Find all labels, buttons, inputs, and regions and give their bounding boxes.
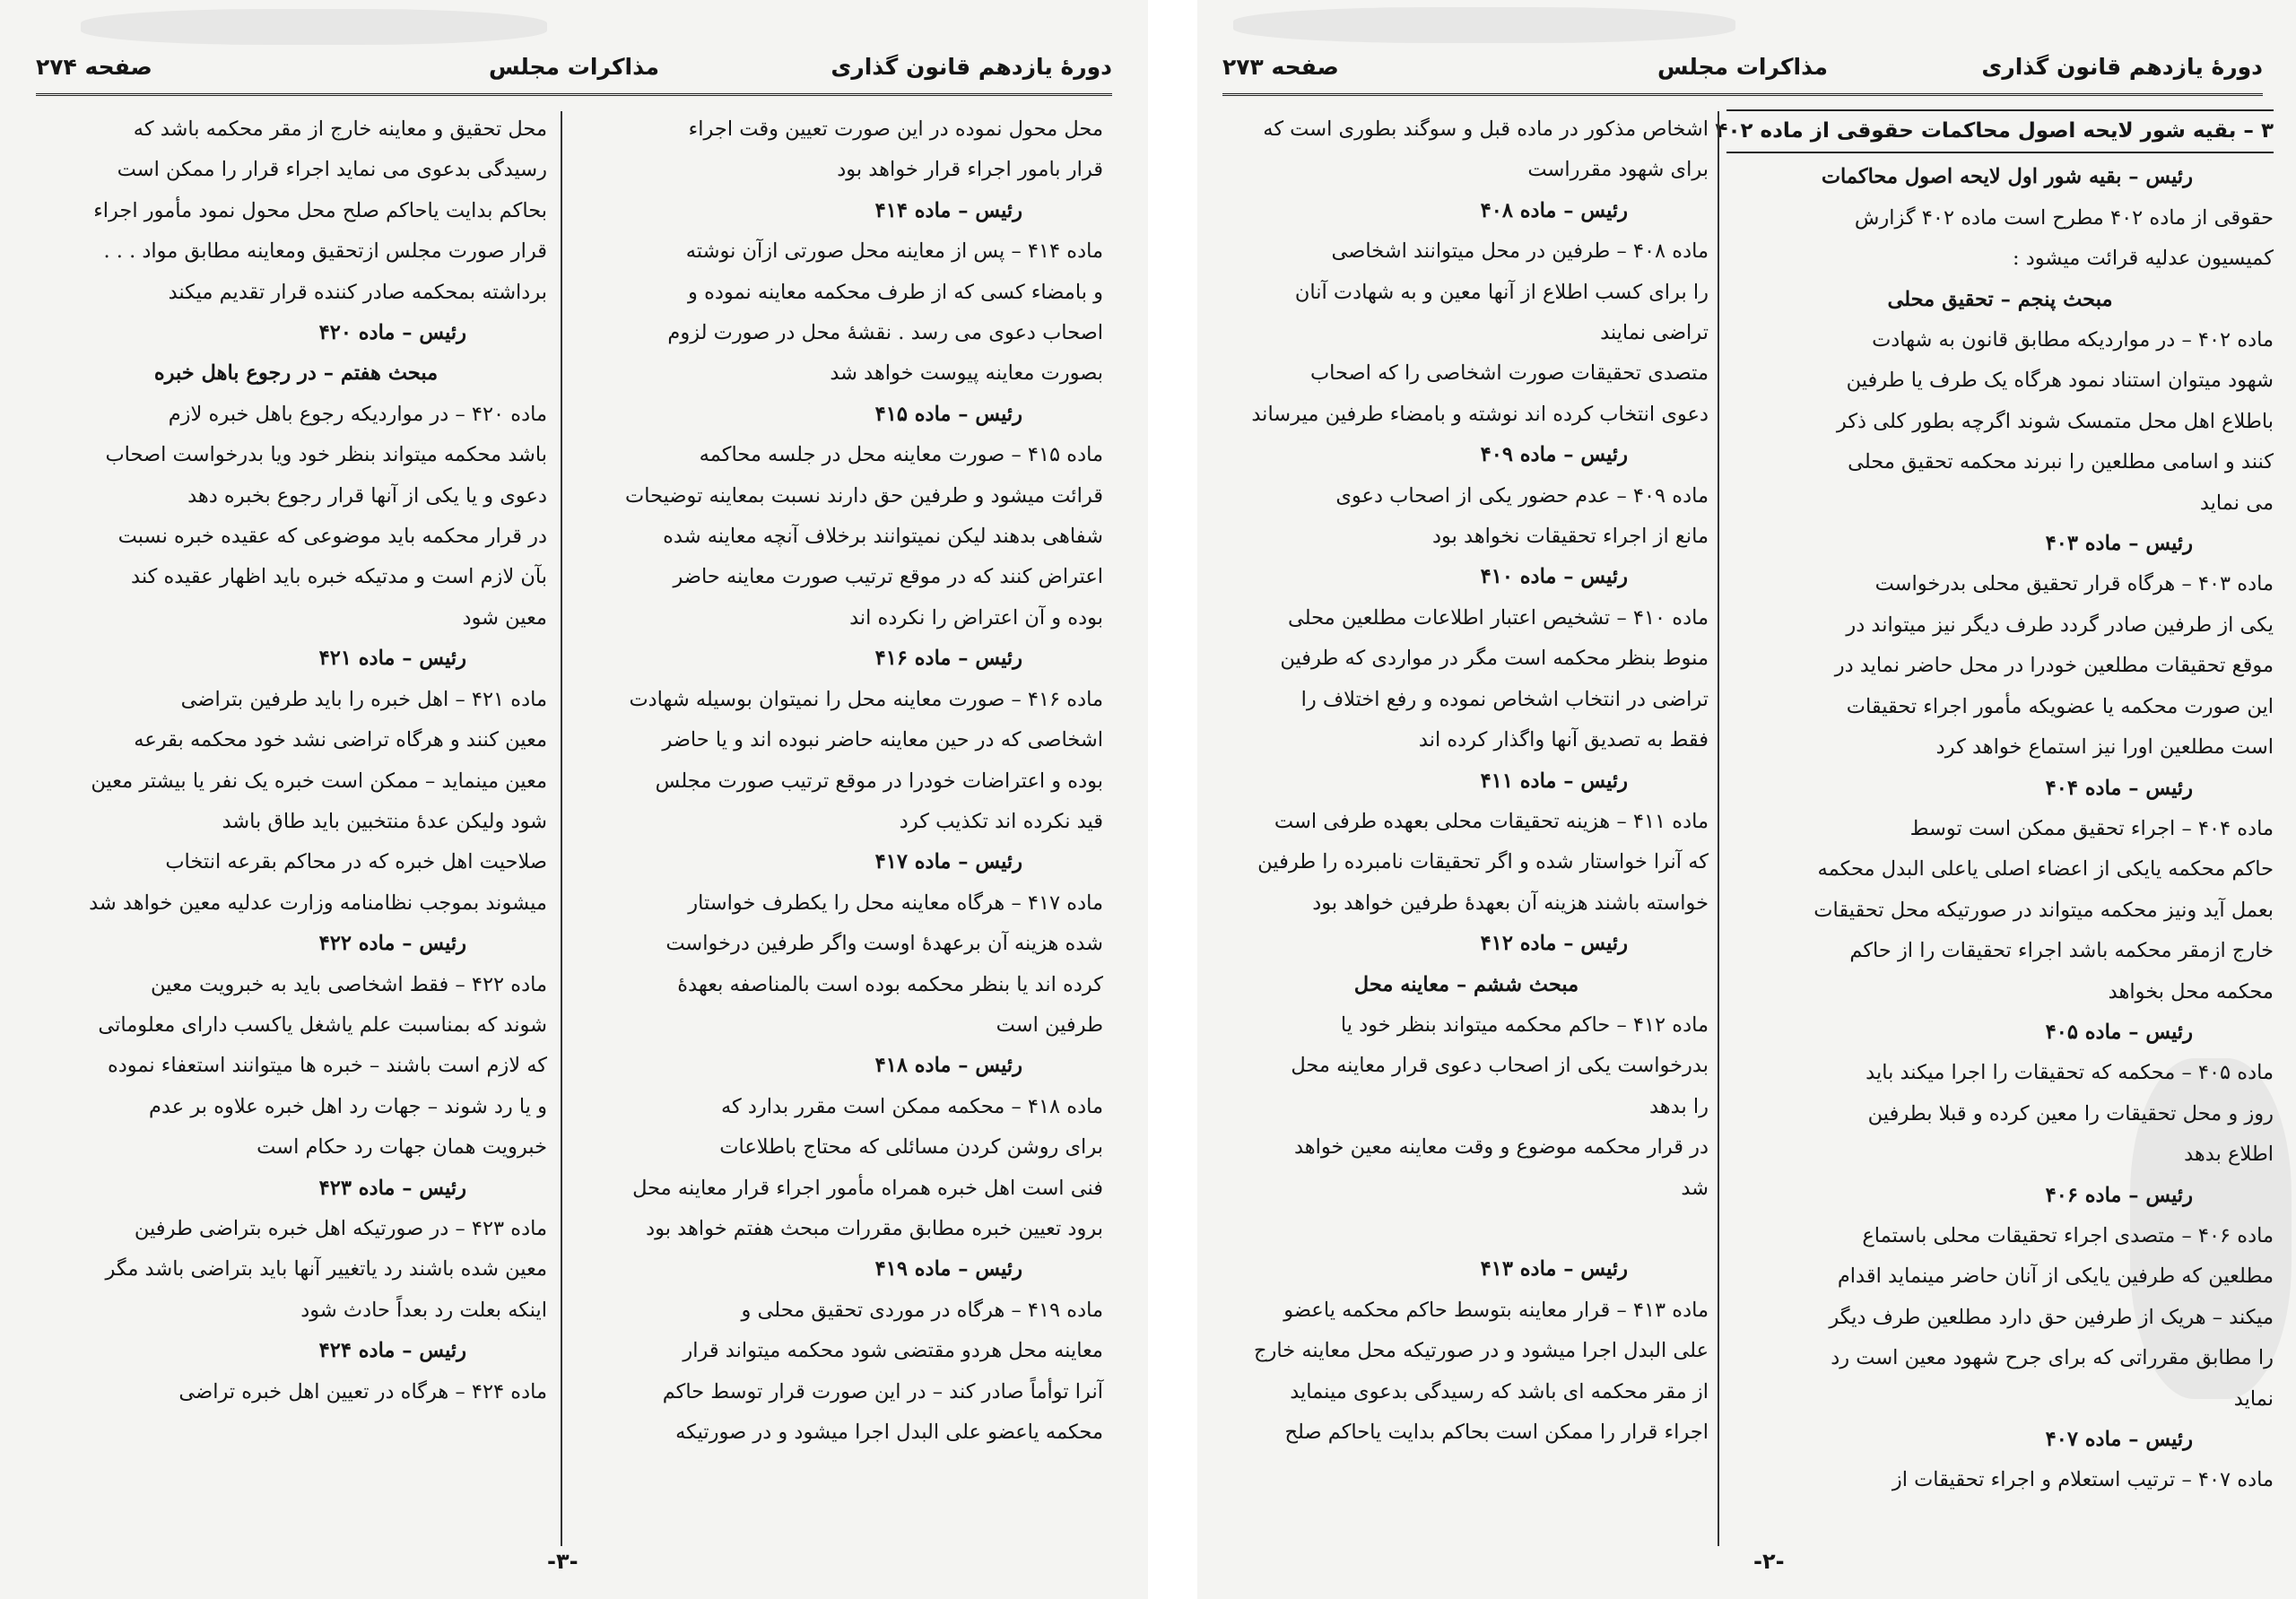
text-line: برود تعیین خبره مطابق مقررات مبحث هفتم خواهد بود bbox=[646, 1216, 1103, 1240]
right-page-column-right bbox=[1715, 109, 2274, 1501]
text-line: باطلاع اهل محل متمسک شوند اگرچه بطور کلی ذکر bbox=[1836, 409, 2274, 433]
text-line: که آنرا خواستار شده و اگر تحقیقات نامبرده را طرفین bbox=[1257, 850, 1709, 874]
left-header-page-label: صفحه ۲۷۴ bbox=[36, 54, 152, 80]
text-line: فقط به تصدیق آنها واگذار کرده اند bbox=[1418, 728, 1709, 752]
article-heading: رئیس – ماده ۴۱۲ bbox=[1480, 932, 1628, 956]
text-line: بدرخواست یکی از اصحاب دعوی قرار معاینه محل bbox=[1291, 1054, 1709, 1078]
left-header-title: دورهٔ یازدهم قانون گذاری bbox=[831, 54, 1112, 80]
right-page bbox=[1197, 0, 2296, 1599]
text-line: علی البدل اجرا میشود و در صورتیکه محل معاینه خارج bbox=[1254, 1339, 1709, 1363]
text-line: صلاحیت اهل خبره که در محاکم بقرعه انتخاب bbox=[165, 850, 547, 874]
text-line: ماده ۴۰۸ – طرفین در محل میتوانند اشخاصی bbox=[1331, 239, 1709, 264]
text-line: ماده ۴۱۶ – صورت معاینه محل را نمیتوان بوسیله شهادت bbox=[629, 687, 1103, 711]
text-line: محکمه یاعضو علی البدل اجرا میشود و در صورتیکه bbox=[675, 1421, 1103, 1444]
text-line: ماده ۴۱۵ – صورت معاینه محل در جلسه محاکمه bbox=[699, 443, 1103, 467]
text-line: که لازم است باشند – خبره ها میتوانند استعفاء نموده bbox=[107, 1054, 547, 1078]
text-line: آنرا توأماً صادر کند – در این صورت قرار توسط حاکم bbox=[662, 1379, 1103, 1403]
text-line: بحاکم بدایت یاحاکم صلح محل محول نمود مأمور اجراء bbox=[93, 198, 547, 222]
article-heading: رئیس – ماده ۴۱۹ bbox=[874, 1257, 1022, 1282]
right-page-column-right-body bbox=[1726, 157, 2274, 1500]
text-line: معین شود bbox=[462, 605, 547, 630]
text-line: ماده ۴۰۳ – هرگاه قرار تحقیق محلی بدرخواست bbox=[1874, 572, 2274, 596]
text-line: ماده ۴۱۷ – هرگاه معاینه محل را یکطرف خواستار bbox=[688, 891, 1103, 915]
text-line: شد bbox=[1681, 1176, 1709, 1200]
article-heading: رئیس – ماده ۴۰۷ bbox=[2045, 1428, 2193, 1451]
article-heading: رئیس – ماده ۴۰۸ bbox=[1480, 198, 1628, 222]
text-line: رسیدگی بدعوی می نماید اجراء قرار را ممکن است bbox=[117, 158, 547, 182]
text-line: معین کنند و هرگاه تراضی نشد خود محکمه بقرعه bbox=[134, 728, 547, 752]
text-line: نماید bbox=[2233, 1386, 2274, 1411]
text-line: ماده ۴۲۴ – هرگاه در تعیین اهل خبره تراضی bbox=[178, 1379, 547, 1403]
column-divider bbox=[1718, 111, 1719, 1546]
text-line: روز و محل تحقیقات را معین کرده و قبلا بطرفین bbox=[1867, 1101, 2274, 1125]
article-heading: رئیس – ماده ۴۲۴ bbox=[318, 1339, 466, 1363]
article-heading: رئیس – ماده ۴۱۱ bbox=[1480, 769, 1628, 793]
text-line: برداشته بمحکمه صادر کننده قرار تقدیم میکند bbox=[168, 280, 547, 304]
text-line: خواسته باشند هزینه آن بعهدهٔ طرفین خواهد بود bbox=[1312, 891, 1709, 915]
text-line: منوط بنظر محکمه است مگر در مواردی که طرفین bbox=[1280, 647, 1709, 671]
column-divider bbox=[561, 111, 562, 1546]
text-line: میشوند بموجب نظامنامه وزارت عدلیه معین خواهد شد bbox=[89, 891, 547, 915]
text-line: ماده ۴۱۸ – محکمه ممکن است مقرر بدارد که bbox=[720, 1094, 1103, 1118]
text-line: و یا رد شوند – جهات رد اهل خبره علاوه بر عدم bbox=[149, 1094, 547, 1118]
text-line: محل محول نموده در این صورت تعیین وقت اجراء bbox=[688, 117, 1103, 141]
text-line: مانع از اجراء تحقیقات نخواهد بود bbox=[1431, 525, 1709, 549]
article-heading: رئیس – ماده ۴۰۵ bbox=[2045, 1020, 2193, 1044]
text-line: برای روشن کردن مسائلی که محتاج باطلاعات bbox=[719, 1135, 1103, 1160]
text-line: اشخاصی که در حین معاینه حاضر نبوده اند و یا حاضر bbox=[662, 728, 1103, 752]
text-line: قرار بامور اجراء قرار خواهد بود bbox=[837, 158, 1103, 182]
text-line: معین مینماید – ممکن است خبره یک نفر یا بیشتر معین bbox=[91, 769, 547, 793]
text-line: شود ولیکن عدهٔ منتخبین باید طاق باشد bbox=[222, 809, 547, 833]
text-line: تراضی نمایند bbox=[1600, 321, 1709, 345]
text-line: معین شده باشند رد یاتغییر آنها باید بتراضی باشد مگر bbox=[105, 1257, 547, 1282]
text-line: قید نکرده اند تکذیب کرد bbox=[899, 809, 1103, 833]
text-line: ماده ۴۰۲ – در مواردیکه مطابق قانون به شهادت bbox=[1872, 328, 2274, 352]
chapter-heading: مبحث هفتم – در رجوع باهل خبره bbox=[153, 361, 439, 386]
right-page-column-left bbox=[1224, 109, 1709, 1453]
text-line: را بدهد bbox=[1648, 1094, 1709, 1118]
text-line: را مطابق مقرراتی که برای جرح شهود معین است رد bbox=[1831, 1346, 2274, 1370]
text-line: کمیسیون عدلیه قرائت میشود : bbox=[2013, 247, 2274, 271]
text-line: ماده ۴۲۰ – در مواردیکه رجوع باهل خبره لازم bbox=[168, 402, 547, 426]
article-heading: رئیس – ماده ۴۲۳ bbox=[318, 1176, 466, 1200]
article-heading: رئیس – ماده ۴۰۹ bbox=[1480, 443, 1628, 467]
text-line: ماده ۴۱۱ – هزینه تحقیقات محلی بعهده طرفی است bbox=[1274, 809, 1709, 833]
text-line: حاکم محکمه یایکی از اعضاء اصلی یاعلی البدل محکمه bbox=[1817, 857, 2274, 882]
text-line: شوند که بمناسبت علم یاشغل یاکسب دارای معلوماتی bbox=[98, 1012, 547, 1037]
left-page-header bbox=[36, 43, 1112, 106]
article-heading: رئیس – ماده ۴۱۳ bbox=[1480, 1257, 1628, 1282]
text-line bbox=[1224, 1209, 1709, 1249]
text-line: شفاهی بدهند لیکن نمیتوانند برخلاف آنچه معاینه شده bbox=[663, 525, 1103, 549]
article-heading: رئیس – ماده ۴۲۱ bbox=[318, 647, 466, 671]
chapter-heading: مبحث پنجم – تحقیق محلی bbox=[1887, 287, 2113, 311]
article-heading: رئیس – ماده ۴۱۸ bbox=[874, 1054, 1022, 1078]
text-line: میکند – هریک از طرفین حق دارد مطلعین طرف دیگر bbox=[1829, 1305, 2274, 1329]
text-line: کرده اند یا بنظر محکمه بوده است بالمناصفه بعهدهٔ bbox=[677, 972, 1103, 996]
article-heading: رئیس – ماده ۴۰۶ bbox=[2045, 1183, 2193, 1207]
text-line: ماده ۴۱۲ – حاکم محکمه میتواند بنظر خود یا bbox=[1340, 1012, 1709, 1037]
text-line: بآن لازم است و مدتیکه خبره باید اظهار عقیده کند bbox=[131, 565, 547, 589]
text-line: شده هزینه آن برعهدهٔ اوست واگر طرفین درخواست bbox=[665, 932, 1103, 956]
section-title: ۳ – بقیه شور لایحه اصول محاکمات حقوقی از ماده ۴۰۲ bbox=[1726, 109, 2274, 153]
text-line: تراضی در انتخاب اشخاص نموده و رفع اختلاف را bbox=[1300, 687, 1709, 711]
chapter-heading: مبحث ششم – معاینه محل bbox=[1353, 972, 1579, 996]
text-line: شهود میتوان استناد نمود هرگاه یک طرف یا طرفین bbox=[1846, 369, 2274, 393]
text-line: یکی از طرفین صادر گردد طرف دیگر نیز میتواند در bbox=[1846, 613, 2274, 637]
text-line: باشد محکمه میتواند بنظر خود ویا بدرخواست اصحاب bbox=[105, 443, 547, 467]
article-heading: رئیس – ماده ۴۱۵ bbox=[874, 402, 1022, 426]
text-line: اجراء قرار را ممکن است بحاکم بدایت یاحاکم صلح bbox=[1284, 1421, 1709, 1444]
text-line: معاینه محل هردو مقتضی شود محکمه میتواند قرار bbox=[683, 1339, 1103, 1363]
article-heading: رئیس – ماده ۴۲۰ bbox=[318, 321, 466, 345]
text-line: را برای کسب اطلاع از آنها معین و به شهادت آنان bbox=[1294, 280, 1709, 304]
text-line: اشخاص مذکور در ماده قبل و سوگند بطوری است که bbox=[1263, 117, 1709, 141]
text-line: قرائت میشود و طرفین حق دارند نسبت بمعاینه توضیحات bbox=[625, 483, 1103, 508]
text-line: ماده ۴۰۶ – متصدی اجراء تحقیقات محلی باستماع bbox=[1862, 1223, 2274, 1247]
left-header-section: مذاکرات مجلس bbox=[488, 54, 660, 80]
right-page-number: -۲- bbox=[1753, 1549, 1785, 1574]
text-line: ماده ۴۱۰ – تشخیص اعتبار اطلاعات مطلعین محلی bbox=[1287, 605, 1709, 630]
text-line: موقع تحقیقات مطلعین خودرا در محل حاضر نماید در bbox=[1834, 654, 2274, 678]
text-line: اطلاع بدهد bbox=[2184, 1143, 2274, 1167]
left-page-column-right bbox=[574, 109, 1103, 1453]
text-line: ماده ۴۰۵ – محکمه که تحقیقات را اجرا میکند باید bbox=[1866, 1061, 2274, 1085]
text-line: است مطلعین اورا نیز استماع خواهد کرد bbox=[1935, 735, 2274, 760]
text-line: مطلعین که طرفین یایکی از آنان حاضر مینماید اقدام bbox=[1837, 1264, 2274, 1289]
text-line: فنی است اهل خبره همراه مأمور اجراء قرار معاینه محل bbox=[632, 1176, 1103, 1200]
article-heading: رئیس – بقیه شور اول لایحه اصول محاکمات bbox=[1821, 165, 2193, 189]
right-header-title: دورهٔ یازدهم قانون گذاری bbox=[1981, 54, 2263, 80]
right-page-header bbox=[1222, 43, 2263, 106]
text-line: و بامضاء کسی که از طرف محکمه معاینه نموده و bbox=[688, 280, 1103, 304]
text-line: خارج ازمقر محکمه باشد اجراء تحقیقات را از حاکم bbox=[1849, 939, 2274, 963]
text-line: اعتراض کنند که در موقع ترتیب صورت معاینه حاضر bbox=[673, 565, 1103, 589]
text-line: بوده و اعتراضات خودرا در موقع ترتیب صورت مجلس bbox=[655, 769, 1103, 793]
text-line: محکمه محل بخواهد bbox=[2108, 979, 2274, 1004]
right-header-section: مذاکرات مجلس bbox=[1657, 54, 1829, 80]
left-page-number: -۳- bbox=[547, 1549, 578, 1574]
text-line: متصدی تحقیقات صورت اشخاصی را که اصحاب bbox=[1310, 361, 1709, 386]
text-line: ماده ۴۰۹ – عدم حضور یکی از اصحاب دعوی bbox=[1335, 483, 1709, 508]
text-line: حقوقی از ماده ۴۰۲ مطرح است ماده ۴۰۲ گزارش bbox=[1854, 205, 2274, 230]
text-line: کنند و اسامی مطلعین را نبرند محکمه تحقیق محلی bbox=[1848, 450, 2274, 474]
text-line: بعمل آید ونیز محکمه میتواند در صورتیکه محل تحقیقات bbox=[1813, 898, 2274, 922]
text-line: خبرویت همان جهات رد حکام است bbox=[257, 1135, 547, 1160]
text-line: دعوی انتخاب کرده اند نوشته و بامضاء طرفین میرساند bbox=[1251, 402, 1709, 426]
text-line: ماده ۴۲۲ – فقط اشخاصی باید به خبرویت معین bbox=[151, 972, 547, 996]
page-gutter bbox=[1148, 0, 1197, 1599]
article-heading: رئیس – ماده ۴۰۴ bbox=[2045, 776, 2193, 800]
header-rule bbox=[1222, 93, 2263, 96]
text-line: بوده و آن اعتراض را نکرده اند bbox=[849, 605, 1103, 630]
article-heading: رئیس – ماده ۴۱۰ bbox=[1480, 565, 1628, 589]
text-line: می نماید bbox=[2199, 491, 2274, 515]
text-line: اصحاب دعوی می رسد . نقشهٔ محل در صورت لزوم bbox=[667, 321, 1103, 345]
text-line: ماده ۴۱۹ – هرگاه در موردی تحقیق محلی و bbox=[741, 1298, 1103, 1322]
article-heading: رئیس – ماده ۴۰۳ bbox=[2045, 532, 2193, 556]
text-line: ماده ۴۰۴ – اجراء تحقیق ممکن است توسط bbox=[1909, 816, 2274, 840]
right-header-page-label: صفحه ۲۷۳ bbox=[1222, 54, 1339, 80]
text-line: ماده ۴۲۳ – در صورتیکه اهل خبره بتراضی طرفین bbox=[134, 1216, 547, 1240]
text-line: بصورت معاینه پیوست خواهد شد bbox=[830, 361, 1103, 386]
article-heading: رئیس – ماده ۴۱۴ bbox=[874, 198, 1022, 222]
article-heading: رئیس – ماده ۴۲۲ bbox=[318, 932, 466, 956]
text-line: اینکه بعلت رد بعداً حادث شود bbox=[300, 1298, 547, 1322]
left-page-column-left bbox=[45, 109, 547, 1412]
text-line: ماده ۴۰۷ – ترتیب استعلام و اجراء تحقیقات از bbox=[1892, 1468, 2274, 1492]
header-rule bbox=[36, 93, 1112, 96]
article-heading: رئیس – ماده ۴۱۷ bbox=[874, 850, 1022, 874]
text-line: این صورت محکمه یا عضویکه مأمور اجراء تحقیقات bbox=[1846, 694, 2274, 718]
text-line: دعوی و یا یکی از آنها قرار رجوع بخبره دهد bbox=[187, 483, 547, 508]
text-line: ماده ۴۱۳ – قرار معاینه بتوسط حاکم محکمه یاعضو bbox=[1283, 1298, 1709, 1322]
text-line: از مقر محکمه ای باشد که رسیدگی بدعوی مینماید bbox=[1290, 1379, 1709, 1403]
text-line: برای شهود مقرراست bbox=[1527, 158, 1709, 182]
text-line: ماده ۴۲۱ – اهل خبره را باید طرفین بتراضی bbox=[180, 687, 547, 711]
text-line: ماده ۴۱۴ – پس از معاینه محل صورتی ازآن نوشته bbox=[685, 239, 1103, 264]
article-heading: رئیس – ماده ۴۱۶ bbox=[874, 647, 1022, 671]
text-line: محل تحقیق و معاینه خارج از مقر محکمه باشد که bbox=[133, 117, 547, 141]
text-line: طرفین است bbox=[996, 1012, 1103, 1037]
text-line: در قرار محکمه موضوع و وقت معاینه معین خواهد bbox=[1293, 1135, 1709, 1160]
text-line: قرار صورت مجلس ازتحقیق ومعاینه مطابق مواد . . . bbox=[103, 239, 547, 264]
text-line: در قرار محکمه باید موضوعی که عقیده خبره نسبت bbox=[117, 525, 547, 549]
